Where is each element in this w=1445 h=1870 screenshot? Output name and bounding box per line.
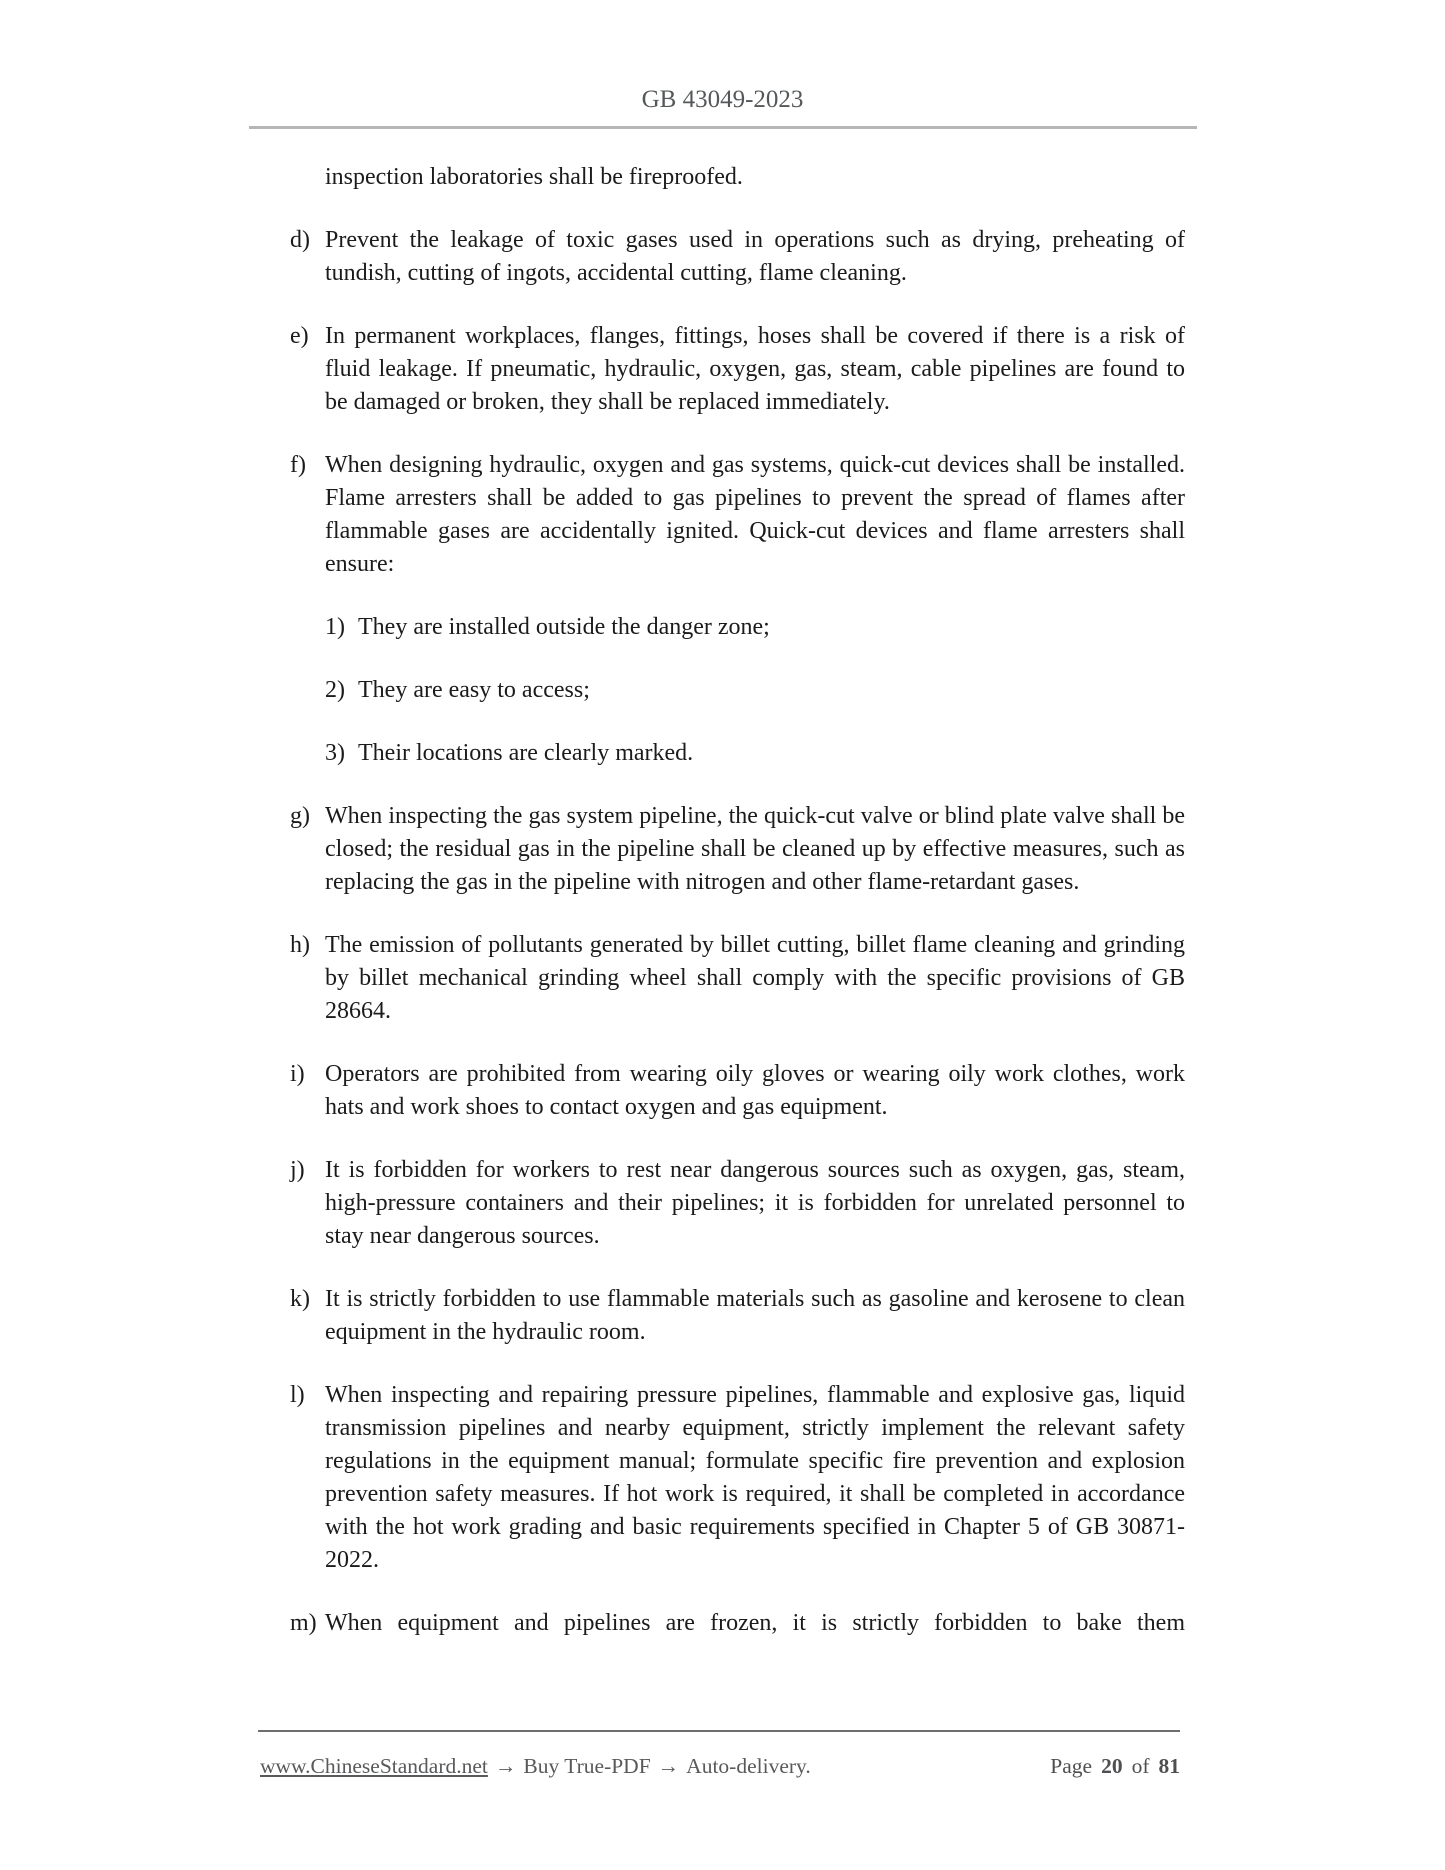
list-item-text: Their locations are clearly marked. xyxy=(358,740,694,766)
list-item-marker: m) xyxy=(290,1610,317,1636)
list-item-marker: 2) xyxy=(325,677,345,703)
list-item-marker: 3) xyxy=(325,740,345,766)
clause-list xyxy=(290,224,1185,1640)
list-item xyxy=(290,929,1185,1028)
list-item-text: The emission of pollutants generated by billet cutting, billet flame cleaning and grinding by billet mechanical grinding wheel shall comply with the specific provisions of GB 28664. xyxy=(325,932,1185,1024)
list-item-marker: e) xyxy=(290,323,309,349)
list-item-marker: d) xyxy=(290,227,310,253)
list-item-marker: 1) xyxy=(325,614,345,640)
footer-promo xyxy=(260,1752,811,1780)
list-item-marker: h) xyxy=(290,932,310,958)
list-item-marker: i) xyxy=(290,1061,305,1087)
list-item-text: In permanent workplaces, flanges, fittings, hoses shall be covered if there is a risk of fluid leakage. If pneumatic, hydraulic, oxygen, gas, steam, cable pipelines are found to be damaged or broken, they shall be replaced immediately. xyxy=(325,323,1185,415)
footer-website-link[interactable]: www.ChineseStandard.net xyxy=(260,1754,488,1778)
list-item-text: They are easy to access; xyxy=(358,677,590,703)
list-item-text: When inspecting and repairing pressure pipelines, flammable and explosive gas, liquid transmission pipelines and nearby equipment, strictly implement the relevant safety regulations in the equipment manual; formulate specific fire prevention and explosion prevention safety measures. If hot work is required, it shall be completed in accordance with the hot work grading and basic requirements specified in Chapter 5 of GB 30871-2022. xyxy=(325,1382,1185,1573)
page-header-title: GB 43049-2023 xyxy=(641,86,804,113)
list-item xyxy=(290,1607,1185,1640)
page-footer xyxy=(260,1752,1180,1780)
list-item-text: It is strictly forbidden to use flammable materials such as gasoline and kerosene to clean equipment in the hydraulic room. xyxy=(325,1286,1185,1345)
footer-rule xyxy=(258,1730,1180,1732)
paragraph-continuation: inspection laboratories shall be fireproofed. xyxy=(325,164,743,190)
list-item-text: When equipment and pipelines are frozen, it is strictly forbidden to bake them xyxy=(325,1610,1185,1636)
page-total-number: 81 xyxy=(1158,1754,1180,1778)
list-item xyxy=(325,611,1185,644)
list-item xyxy=(325,737,1185,770)
list-item-text: Prevent the leakage of toxic gases used in operations such as drying, preheating of tundish, cutting of ingots, accidental cutting, flame cleaning. xyxy=(325,227,1185,286)
list-item-marker: f) xyxy=(290,452,306,478)
list-item-marker: l) xyxy=(290,1382,305,1408)
list-item-text: Operators are prohibited from wearing oily gloves or wearing oily work clothes, work hats and work shoes to contact oxygen and gas equipment. xyxy=(325,1061,1185,1120)
list-item xyxy=(325,674,1185,707)
list-item xyxy=(290,320,1185,419)
footer-action-buy: Buy True-PDF xyxy=(523,1754,651,1778)
list-item-text: They are installed outside the danger zone; xyxy=(358,614,770,640)
list-item xyxy=(290,800,1185,899)
list-item xyxy=(290,1379,1185,1577)
list-item-marker: k) xyxy=(290,1286,310,1312)
arrow-right-icon: → xyxy=(494,1754,517,1778)
list-item-text: It is forbidden for workers to rest near dangerous sources such as oxygen, gas, steam, high-pressure containers and their pipelines; it is forbidden for unrelated personnel to stay near dangerous sources. xyxy=(325,1157,1185,1249)
list-item xyxy=(290,1154,1185,1253)
footer-action-delivery: Auto-delivery. xyxy=(686,1754,811,1778)
arrow-right-icon: → xyxy=(657,1754,680,1778)
list-item-marker: j) xyxy=(290,1157,305,1183)
page-current-number: 20 xyxy=(1101,1754,1123,1778)
header-rule xyxy=(249,126,1197,129)
page-label: Page xyxy=(1050,1754,1093,1778)
list-item xyxy=(290,449,1185,581)
list-item xyxy=(290,1283,1185,1349)
document-body xyxy=(290,161,1185,1640)
list-item-marker: g) xyxy=(290,803,310,829)
list-item-text: When designing hydraulic, oxygen and gas systems, quick-cut devices shall be installed. Flame arresters shall be added to gas pipelines to prevent the spread of flames after flammable gases are accidentally ignited. Quick-cut devices and flame arresters shall ensure: xyxy=(325,452,1185,577)
page-of-label: of xyxy=(1131,1754,1150,1778)
list-item xyxy=(290,1058,1185,1124)
page-indicator xyxy=(1050,1752,1180,1780)
list-item-text: When inspecting the gas system pipeline, the quick-cut valve or blind plate valve shall be closed; the residual gas in the pipeline shall be cleaned up by effective measures, such as replacing the gas in the pipeline with nitrogen and other flame-retardant gases. xyxy=(325,803,1185,895)
list-item xyxy=(290,224,1185,290)
